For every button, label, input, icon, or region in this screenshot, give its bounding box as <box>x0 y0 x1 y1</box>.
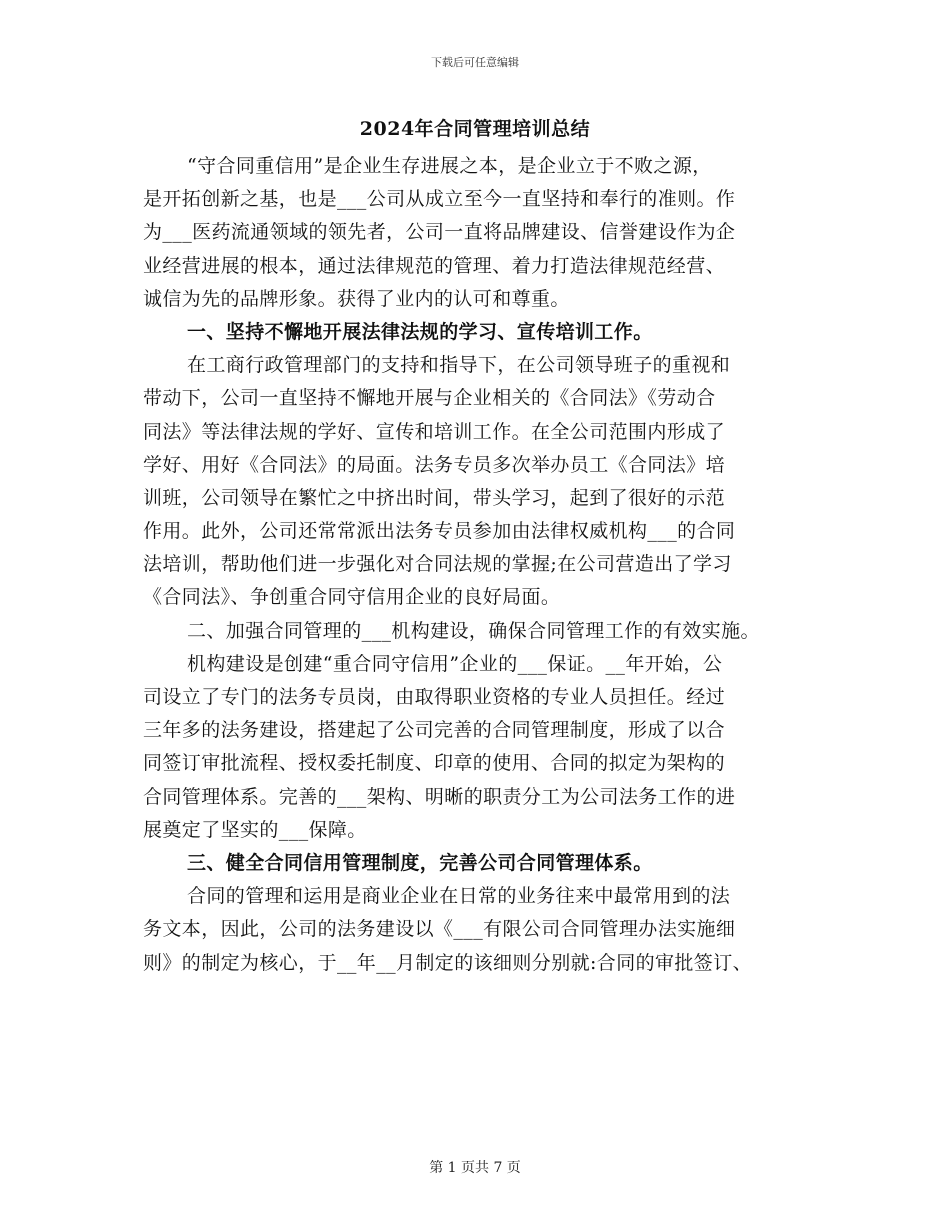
paragraph-line: 合同的管理和运用是商业企业在日常的业务往来中最常用到的法 <box>187 885 731 908</box>
paragraph-line: 同法》等法律法规的学好、宣传和培训工作。在全公司范围内形成了 <box>143 420 726 443</box>
paragraph-line: 展奠定了坚实的___保障。 <box>143 818 367 841</box>
page-number: 第 1 页共 7 页 <box>429 1160 521 1176</box>
paragraph-line: 合同管理体系。完善的___架构、明晰的职责分工为公司法务工作的进 <box>143 785 736 808</box>
paragraph-line: 业经营进展的根本，通过法律规范的管理、着力打造法律规范经营、 <box>143 254 726 277</box>
paragraph-line: 为___医药流通领域的领先者，公司一直将品牌建设、信誉建设作为企 <box>143 221 736 244</box>
paragraph-line: 同签订审批流程、授权委托制度、印章的使用、合同的拟定为架构的 <box>143 752 726 775</box>
paragraph-line: 在工商行政管理部门的支持和指导下，在公司领导班子的重视和 <box>187 354 731 377</box>
section-heading-1: 一、坚持不懈地开展法律法规的学习、宣传培训工作。 <box>187 320 653 343</box>
paragraph-line: 训班，公司领导在繁忙之中挤出时间，带头学习，起到了很好的示范 <box>143 486 726 509</box>
paragraph-line: 机构建设是创建“重合同守信用”企业的___保证。__年开始，公 <box>187 652 723 675</box>
paragraph-line: 学好、用好《合同法》的局面。法务专员多次举办员工《合同法》培 <box>143 453 726 476</box>
paragraph-line: 司设立了专门的法务专员岗，由取得职业资格的专业人员担任。经过 <box>143 686 726 708</box>
section-heading-3: 三、健全合同信用管理制度，完善公司合同管理体系。 <box>187 851 653 874</box>
paragraph-line: 作用。此外，公司还常常派出法务专员参加由法律权威机构___的合同 <box>143 520 736 543</box>
paragraph-line: 诚信为先的品牌形象。获得了业内的认可和尊重。 <box>143 287 570 310</box>
document-title: 2024年合同管理培训总结 <box>359 118 591 140</box>
paragraph-line: 则》的制定为核心，于__年__月制定的该细则分别就:合同的审批签订、 <box>143 951 753 974</box>
paragraph-line: 是开拓创新之基，也是___公司从成立至今一直坚持和奉行的准则。作 <box>143 188 736 211</box>
header-note: 下载后可任意编辑 <box>431 56 519 69</box>
paragraph-line: 《合同法》、争创重合同守信用企业的良好局面。 <box>143 586 561 609</box>
paragraph-line: “守合同重信用”是企业生存进展之本，是企业立于不败之源， <box>187 155 712 177</box>
paragraph-line: 务文本，因此，公司的法务建设以《___有限公司合同管理办法实施细 <box>143 918 736 941</box>
section-heading-2: 二、加强合同管理的___机构建设，确保合同管理工作的有效实施。 <box>187 619 760 642</box>
paragraph-line: 三年多的法务建设，搭建起了公司完善的合同管理制度，形成了以合 <box>143 719 726 742</box>
paragraph-line: 法培训，帮助他们进一步强化对合同法规的掌握;在公司营造出了学习 <box>143 553 732 576</box>
document-body <box>143 150 813 980</box>
paragraph-line: 带动下，公司一直坚持不懈地开展与企业相关的《合同法》《劳动合 <box>143 387 716 410</box>
